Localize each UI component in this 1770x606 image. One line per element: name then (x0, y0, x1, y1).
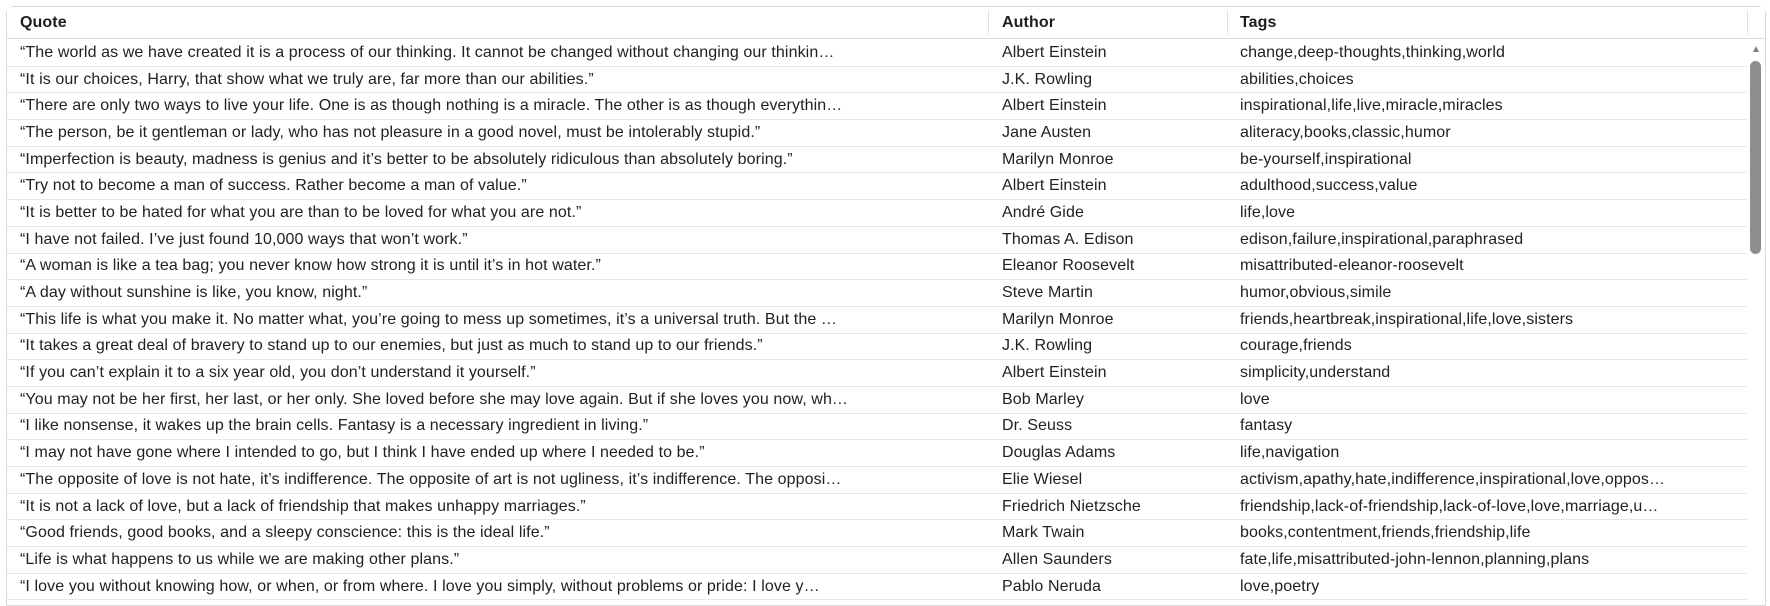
table-header-row (7, 7, 1765, 39)
column-resize-handle-quote-author[interactable] (988, 10, 989, 35)
tags-cell[interactable] (1227, 414, 1747, 440)
column-header-tags[interactable] (1240, 7, 1277, 39)
tags-cell[interactable] (1227, 467, 1747, 493)
table-row[interactable] (7, 227, 1747, 254)
tags-cell[interactable] (1227, 360, 1747, 386)
quote-text: “It is not a lack of love, but a lack of friendship that makes unhappy marriages.” (20, 497, 586, 515)
tags-text: fantasy (1240, 417, 1293, 435)
table-row[interactable] (7, 40, 1747, 67)
quote-text: “I love you without knowing how, or when, or from where. I love you simply, without problems or pride: I love y… (20, 577, 820, 595)
scrollbar-thumb[interactable] (1750, 61, 1761, 254)
quote-cell[interactable] (7, 307, 988, 333)
quote-text: “I may not have gone where I intended to go, but I think I have ended up where I needed to be.” (20, 444, 705, 462)
tags-text: aliteracy,books,classic,humor (1240, 123, 1451, 141)
quote-cell[interactable] (7, 414, 988, 440)
quote-cell[interactable] (7, 147, 988, 173)
quote-text: “A woman is like a tea bag; you never know how strong it is until it’s in hot water.” (20, 257, 601, 275)
author-text: Albert Einstein (1002, 97, 1107, 115)
author-text: Allen Saunders (1002, 550, 1112, 568)
author-text: Marilyn Monroe (1002, 150, 1114, 168)
tags-text: friendship,lack-of-friendship,lack-of-love,love,marriage,u… (1240, 497, 1659, 515)
table-row[interactable] (7, 280, 1747, 307)
quote-text: “Life is what happens to us while we are making other plans.” (20, 550, 460, 568)
tags-text: abilities,choices (1240, 70, 1354, 88)
tags-text: change,deep-thoughts,thinking,world (1240, 43, 1506, 61)
tags-text: activism,apathy,hate,indifference,inspirational,love,oppos… (1240, 470, 1666, 488)
author-cell[interactable] (988, 200, 1227, 226)
table-row[interactable] (7, 120, 1747, 147)
tags-cell[interactable] (1227, 334, 1747, 360)
quote-text: “Imperfection is beauty, madness is genius and it’s better to be absolutely ridiculous than absolutely boring.” (20, 150, 793, 168)
author-text: Douglas Adams (1002, 444, 1116, 462)
tags-text: love (1240, 390, 1270, 408)
author-cell[interactable] (988, 173, 1227, 199)
column-header-quote[interactable] (20, 7, 67, 39)
tags-text: friends,heartbreak,inspirational,life,love,sisters (1240, 310, 1574, 328)
table-row[interactable] (7, 387, 1747, 414)
quote-cell[interactable] (7, 227, 988, 253)
table-row[interactable] (7, 360, 1747, 387)
tags-text: life,love (1240, 203, 1296, 221)
tags-cell[interactable] (1227, 440, 1747, 466)
tags-text: adulthood,success,value (1240, 177, 1418, 195)
quote-cell[interactable] (7, 440, 988, 466)
author-cell[interactable] (988, 67, 1227, 93)
table-row[interactable] (7, 467, 1747, 494)
quote-cell[interactable] (7, 574, 988, 600)
tags-text: fate,life,misattributed-john-lennon,planning,plans (1240, 550, 1590, 568)
table-row[interactable] (7, 173, 1747, 200)
quote-text: “It takes a great deal of bravery to stand up to our enemies, but just as much to stand up to our friends.” (20, 337, 763, 355)
author-cell[interactable] (988, 227, 1227, 253)
author-cell[interactable] (988, 574, 1227, 600)
tags-text: edison,failure,inspirational,paraphrased (1240, 230, 1524, 248)
quote-cell[interactable] (7, 494, 988, 520)
quote-text: “Good friends, good books, and a sleepy conscience: this is the ideal life.” (20, 524, 550, 542)
table-row[interactable] (7, 547, 1747, 574)
author-text: Friedrich Nietzsche (1002, 497, 1141, 515)
tags-cell[interactable] (1227, 307, 1747, 333)
tags-cell[interactable] (1227, 200, 1747, 226)
table-row[interactable] (7, 334, 1747, 361)
quote-cell[interactable] (7, 334, 988, 360)
vertical-scrollbar[interactable] (1747, 40, 1765, 605)
table-row[interactable] (7, 520, 1747, 547)
tags-cell[interactable] (1227, 547, 1747, 573)
tags-text: books,contentment,friends,friendship,life (1240, 524, 1531, 542)
quote-text: “The world as we have created it is a process of our thinking. It cannot be changed without changing our thinkin… (20, 43, 835, 61)
author-cell[interactable] (988, 254, 1227, 280)
tags-cell[interactable] (1227, 520, 1747, 546)
author-text: Pablo Neruda (1002, 577, 1102, 595)
quote-text: “The opposite of love is not hate, it’s indifference. The opposite of art is not ugliness, it’s indifference. The opposi… (20, 470, 842, 488)
quote-text: “I have not failed. I’ve just found 10,000 ways that won’t work.” (20, 230, 468, 248)
tags-cell[interactable] (1227, 173, 1747, 199)
author-text: Albert Einstein (1002, 364, 1107, 382)
table-row[interactable] (7, 200, 1747, 227)
quote-cell[interactable] (7, 254, 988, 280)
quote-text: “A day without sunshine is like, you know, night.” (20, 284, 368, 302)
tags-text: inspirational,life,live,miracle,miracles (1240, 97, 1503, 115)
table-row[interactable] (7, 440, 1747, 467)
column-resize-handle-tags-end[interactable] (1747, 10, 1748, 35)
tags-cell[interactable] (1227, 120, 1747, 146)
author-text: J.K. Rowling (1002, 337, 1093, 355)
table-row[interactable] (7, 494, 1747, 521)
column-header-author-label: Author (1002, 14, 1056, 31)
column-header-quote-label: Quote (20, 14, 67, 31)
table-row[interactable] (7, 67, 1747, 94)
author-text: Jane Austen (1002, 123, 1092, 141)
author-text: Bob Marley (1002, 390, 1084, 408)
table-row[interactable] (7, 574, 1747, 601)
tags-cell[interactable] (1227, 227, 1747, 253)
author-cell[interactable] (988, 494, 1227, 520)
quote-cell[interactable] (7, 120, 988, 146)
author-cell[interactable] (988, 307, 1227, 333)
tags-cell[interactable] (1227, 40, 1747, 66)
tags-cell[interactable] (1227, 93, 1747, 119)
author-cell[interactable] (988, 40, 1227, 66)
tags-cell[interactable] (1227, 574, 1747, 600)
author-cell[interactable] (988, 520, 1227, 546)
quote-text: “It is our choices, Harry, that show what we truly are, far more than our abilities.” (20, 70, 594, 88)
author-cell[interactable] (988, 414, 1227, 440)
author-text: Elie Wiesel (1002, 470, 1083, 488)
author-text: Eleanor Roosevelt (1002, 257, 1135, 275)
author-cell[interactable] (988, 147, 1227, 173)
author-text: Mark Twain (1002, 524, 1085, 542)
table-row[interactable] (7, 147, 1747, 174)
tags-cell[interactable] (1227, 254, 1747, 280)
author-text: Steve Martin (1002, 284, 1094, 302)
tags-cell[interactable] (1227, 67, 1747, 93)
quote-text: “The person, be it gentleman or lady, who has not pleasure in a good novel, must be intolerably stupid.” (20, 123, 761, 141)
tags-text: courage,friends (1240, 337, 1352, 355)
column-resize-handle-author-tags[interactable] (1227, 10, 1228, 35)
column-header-tags-label: Tags (1240, 14, 1277, 31)
tags-text: misattributed-eleanor-roosevelt (1240, 257, 1464, 275)
author-text: Albert Einstein (1002, 43, 1107, 61)
quote-cell[interactable] (7, 360, 988, 386)
author-cell[interactable] (988, 547, 1227, 573)
quote-cell[interactable] (7, 547, 988, 573)
author-text: Albert Einstein (1002, 177, 1107, 195)
author-text: Marilyn Monroe (1002, 310, 1114, 328)
quote-text: “Try not to become a man of success. Rather become a man of value.” (20, 177, 527, 195)
table-row[interactable] (7, 414, 1747, 441)
quote-text: “There are only two ways to live your life. One is as though nothing is a miracle. The other is as though everythin… (20, 97, 843, 115)
quotes-data-grid (6, 6, 1766, 606)
author-cell[interactable] (988, 440, 1227, 466)
quote-cell[interactable] (7, 67, 988, 93)
tags-text: humor,obvious,simile (1240, 284, 1392, 302)
quote-cell[interactable] (7, 520, 988, 546)
author-cell[interactable] (988, 120, 1227, 146)
tags-text: love,poetry (1240, 577, 1320, 595)
author-text: J.K. Rowling (1002, 70, 1093, 88)
tags-text: simplicity,understand (1240, 364, 1391, 382)
table-row[interactable] (7, 254, 1747, 281)
table-row[interactable] (7, 93, 1747, 120)
quote-text: “If you can’t explain it to a six year old, you don’t understand it yourself.” (20, 364, 536, 382)
tags-cell[interactable] (1227, 494, 1747, 520)
tags-text: life,navigation (1240, 444, 1340, 462)
author-cell[interactable] (988, 467, 1227, 493)
quote-cell[interactable] (7, 40, 988, 66)
tags-cell[interactable] (1227, 280, 1747, 306)
author-text: Dr. Seuss (1002, 417, 1073, 435)
quote-cell[interactable] (7, 280, 988, 306)
column-header-author[interactable] (1002, 7, 1055, 39)
quote-cell[interactable] (7, 467, 988, 493)
quote-cell[interactable] (7, 387, 988, 413)
quote-text: “You may not be her first, her last, or her only. She loved before she may love again. But if she loves you now, wh… (20, 390, 849, 408)
tags-cell[interactable] (1227, 147, 1747, 173)
table-row[interactable] (7, 307, 1747, 334)
quote-cell[interactable] (7, 200, 988, 226)
author-cell[interactable] (988, 334, 1227, 360)
scrollbar-up-arrow-icon[interactable]: ▲ (1751, 44, 1761, 55)
author-cell[interactable] (988, 280, 1227, 306)
author-cell[interactable] (988, 387, 1227, 413)
table-body (7, 40, 1747, 605)
quote-text: “This life is what you make it. No matter what, you’re going to mess up sometimes, it’s a universal truth. But the … (20, 310, 837, 328)
author-cell[interactable] (988, 93, 1227, 119)
tags-text: be-yourself,inspirational (1240, 150, 1412, 168)
author-text: Thomas A. Edison (1002, 230, 1134, 248)
author-cell[interactable] (988, 360, 1227, 386)
author-text: André Gide (1002, 203, 1084, 221)
quote-cell[interactable] (7, 93, 988, 119)
tags-cell[interactable] (1227, 387, 1747, 413)
quote-text: “It is better to be hated for what you are than to be loved for what you are not.” (20, 203, 582, 221)
quote-cell[interactable] (7, 173, 988, 199)
quote-text: “I like nonsense, it wakes up the brain cells. Fantasy is a necessary ingredient in living.” (20, 417, 649, 435)
